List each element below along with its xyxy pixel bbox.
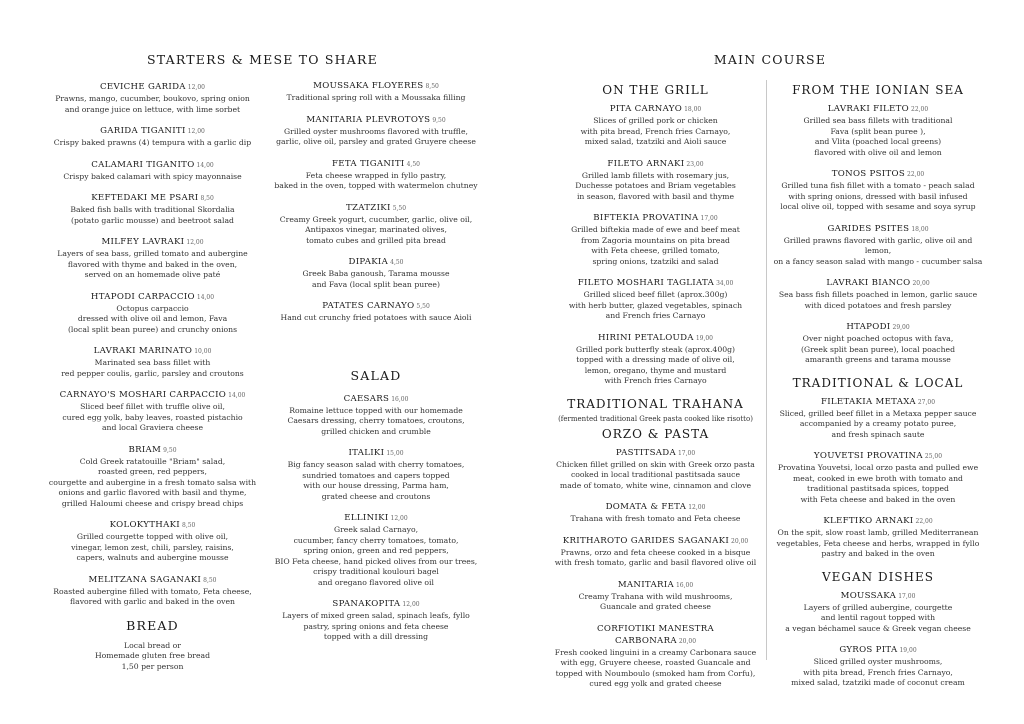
menu-item	[553, 212, 758, 267]
main-course-heading: MAIN COURSE	[713, 52, 827, 67]
item-description: Trahana with fresh tomato and Feta cheese	[570, 514, 741, 523]
menu-item	[772, 321, 984, 366]
item-name-text: MOUSSAKA	[840, 590, 897, 601]
item-name-text: MANITARIA PLEVROTOYS	[306, 114, 431, 125]
item-price: 4,50	[390, 259, 404, 266]
menu-item	[40, 574, 265, 608]
item-description: Cold Greek ratatouille "Briam" salad, roasted green, red peppers, courgette and aubergine in a fresh tomato salsa with onions and garlic flavored with basil and thyme, grilled Haloumi cheese and crispy bread chips	[48, 456, 257, 508]
item-name	[40, 236, 265, 249]
item-name	[553, 158, 758, 171]
item-price: 12,00	[390, 515, 408, 522]
item-price: 16,00	[675, 581, 694, 589]
item-name	[772, 450, 984, 463]
item-name-text: SPANAKOPITA	[332, 599, 401, 609]
item-description: Feta cheese wrapped in fyllo pastry, baked in the oven, topped with watermelon chutney	[274, 170, 478, 190]
item-name	[772, 515, 984, 528]
item-price: 12,00	[688, 504, 706, 511]
item-name-text: KOLOKYTHAKI	[109, 520, 181, 530]
menu-item	[772, 223, 984, 268]
main-column-1	[553, 83, 758, 700]
item-description: Roasted aubergine filled with tomato, Feta cheese, flavored with garlic and baked in the oven	[53, 586, 252, 606]
item-name-text: LAVRAKI MARINATO	[93, 346, 193, 356]
item-description: Grilled sliced beef fillet (aprox.300g) with herb butter, glazed vegetables, spinach and French fries Carnayo	[568, 290, 743, 320]
menu-item	[260, 447, 492, 502]
item-name	[40, 291, 265, 304]
item-name	[553, 623, 758, 648]
item-price: 22,00	[907, 171, 925, 178]
item-description: Layers of sea bass, grilled tomato and aubergine flavored with thyme and baked in the oven, served on an homemade olive paté	[57, 249, 248, 279]
item-description: Grilled sea bass fillets with traditional Fava (split bean puree ), and Vlita (poached local greens) flavored with olive oil and lemon	[803, 116, 953, 157]
item-price: 12,00	[187, 128, 205, 135]
menu-item	[40, 291, 265, 336]
grill-list	[553, 103, 758, 387]
item-description: Grilled prawns flavored with garlic, olive oil and lemon, on a fancy season salad with mango - cucumber salsa	[773, 235, 983, 266]
item-name-text: FILETO MOSHARI TAGLIATA	[577, 278, 715, 288]
item-price: 5,50	[416, 303, 430, 310]
item-description: Big fancy season salad with cherry tomatoes, sundried tomatoes and capers topped with our house dressing, Parma ham, grated cheese and croutons	[287, 460, 465, 501]
starters-list-a	[40, 81, 265, 608]
item-name	[772, 277, 984, 290]
ionian-list	[772, 103, 984, 366]
item-description: Hand cut crunchy fried potatoes with sauce Aioli	[280, 313, 472, 322]
menu-item	[553, 579, 758, 613]
item-price: 20,00	[912, 280, 930, 287]
menu-item	[40, 236, 265, 281]
item-name	[260, 393, 492, 406]
item-name	[553, 277, 758, 290]
orzo-list	[553, 447, 758, 690]
item-name	[772, 644, 984, 657]
ionian-heading: FROM THE IONIAN SEA	[792, 83, 964, 97]
menu-item	[553, 447, 758, 492]
item-description: Traditional spring roll with a Moussaka filling	[286, 93, 466, 102]
item-description: Grilled tuna fish fillet with a tomato - peach salad with spring onions, dressed with basil infused local olive oil, topped with sesame and soya syrup	[780, 181, 976, 211]
item-name-text: ITALIKI	[348, 448, 385, 458]
item-name	[40, 192, 265, 205]
item-description: Local bread or Homemade gluten free bread 1,50 per person	[94, 640, 211, 671]
item-name-text: PATATES CARNAYO	[322, 301, 415, 311]
item-name-text: GYROS PITA	[839, 645, 898, 655]
item-name	[553, 212, 758, 225]
item-name-text: CORFIOTIKI MANESTRA CARBONARA	[597, 623, 714, 646]
item-price: 9,50	[163, 446, 177, 454]
menu-item	[260, 114, 492, 148]
item-name	[553, 103, 758, 116]
item-name-text: ELLINIKI	[344, 513, 389, 523]
item-description: Romaine lettuce topped with our homemade Caesars dressing, cherry tomatoes, croutons, grilled chicken and crumble	[287, 405, 465, 436]
item-price: 14,00	[228, 392, 246, 399]
item-description: Creamy Greek yogurt, cucumber, garlic, olive oil, Antipaxos vinegar, marinated olives, tomato cubes and grilled pita bread	[279, 214, 473, 245]
item-name-text: TZATZIKI	[345, 202, 391, 213]
menu-item	[772, 450, 984, 505]
orzo-heading: ORZO & PASTA	[601, 426, 710, 441]
starters-column-2	[260, 80, 492, 653]
item-name	[260, 447, 492, 460]
menu-item	[40, 159, 265, 183]
menu-item	[40, 444, 265, 510]
trahana-heading: TRADITIONAL TRAHANA	[567, 396, 744, 411]
menu-item	[260, 598, 492, 643]
item-name-text: FILETAKIA METAXA	[820, 396, 916, 407]
item-name-text: LAVRAKI BIANCO	[826, 278, 911, 288]
item-price: 22,00	[911, 106, 929, 113]
item-description: Octopus carpaccio dressed with olive oil and lemon, Fava (local split bean puree) and crunchy onions	[67, 303, 238, 334]
menu-item	[260, 512, 492, 588]
item-name	[260, 202, 492, 215]
menu-item	[553, 277, 758, 322]
item-description: Baked fish balls with traditional Skordalia (potato garlic mousse) and beetroot salad	[70, 205, 235, 225]
menu-item	[260, 393, 492, 438]
salad-list	[260, 393, 492, 643]
item-name	[260, 114, 492, 127]
trahana-note: (fermented traditional Greek pasta cooked like risotto)	[558, 414, 753, 423]
item-name	[260, 158, 492, 171]
menu-item	[772, 168, 984, 213]
item-price: 9,50	[432, 116, 446, 124]
menu-item	[260, 158, 492, 192]
item-price: 14,00	[196, 161, 214, 169]
item-name	[772, 103, 984, 116]
item-description: Grilled pork butterfly steak (aprox.400g) topped with a dressing made of olive oil, lemon, oregano, thyme and mustard with French fries Carnayo	[575, 344, 736, 385]
item-description: Crispy baked prawns (4) tempura with a garlic dip	[53, 138, 252, 147]
item-description: Prawns, mango, cucumber, boukovo, spring onion and orange juice on lettuce, with lime sorbet	[55, 94, 250, 114]
menu-item	[553, 501, 758, 525]
item-name	[40, 159, 265, 172]
item-price: 8,50	[203, 576, 217, 584]
menu-item	[772, 103, 984, 158]
item-name-text: LAVRAKI FILETO	[827, 104, 910, 114]
item-description: Crispy baked calamari with spicy mayonnaise	[63, 171, 242, 181]
item-description: Chicken fillet grilled on skin with Greek orzo pasta cooked in local traditional pastitsada sauce made of tomato, white wine, cinnamon and clove	[556, 459, 755, 490]
main-column-2	[772, 83, 984, 699]
item-name-text: CALAMARI TIGANITO	[91, 159, 195, 170]
vegan-heading: VEGAN DISHES	[821, 569, 935, 584]
item-price: 20,00	[678, 637, 697, 645]
item-description: Creamy Trahana with wild mushrooms, Guancale and grated cheese	[578, 591, 733, 611]
item-price: 23,00	[686, 160, 704, 168]
grill-heading: ON THE GRILL	[602, 83, 709, 97]
item-description: Over night poached octopus with fava, (Greek split bean puree), local poached amaranth greens and tarama mousse	[800, 334, 956, 364]
item-description: Slices of grilled pork or chicken with pita bread, French fries Carnayo, mixed salad, tzatziki and Aioli sauce	[580, 116, 731, 146]
menu-item	[40, 519, 265, 564]
item-name-text: TONOS PSITOS	[831, 169, 906, 179]
starters-heading: STARTERS & MESE TO SHARE	[147, 52, 378, 67]
menu-item	[260, 300, 492, 324]
item-description: Prawns, orzo and feta cheese cooked in a bisque with fresh tomato, garlic and basil flavored olive oil	[554, 547, 757, 567]
item-name	[553, 579, 758, 592]
item-description: Sliced, grilled beef fillet in a Metaxa pepper sauce accompanied by a creamy potato puree, and fresh spinach saute	[779, 408, 977, 439]
menu-item	[553, 332, 758, 387]
menu-item	[772, 644, 984, 689]
item-description: Sea bass fish fillets poached in lemon, garlic sauce with diced potatoes and fresh parsley	[778, 290, 978, 310]
item-name-text: DOMATA & FETA	[605, 502, 687, 512]
menu-item	[40, 81, 265, 115]
item-name-text: FILETO ARNAKI	[607, 158, 685, 169]
item-description: Sliced beef fillet with truffle olive oil, cured egg yolk, baby leaves, roasted pistachio and local Graviera cheese	[62, 402, 243, 432]
menu-item	[40, 125, 265, 149]
starters-list-b	[260, 80, 492, 324]
menu-item	[553, 158, 758, 203]
item-name	[772, 396, 984, 409]
item-description: Grilled oyster mushrooms flavored with truffle, garlic, olive oil, parsley and grated Gruyere cheese	[276, 126, 476, 146]
item-price: 12,00	[187, 84, 205, 91]
menu-item	[260, 80, 492, 104]
item-name	[553, 501, 758, 514]
item-name-text: KEFTEDAKI ME PSARI	[91, 193, 199, 203]
item-name-text: HTAPODI CARPACCIO	[90, 291, 195, 302]
item-name	[40, 81, 265, 94]
item-description: Marinated sea bass fillet with red pepper coulis, garlic, parsley and croutons	[61, 358, 244, 378]
item-name-text: DIPAKIA	[348, 257, 389, 267]
item-price: 17,00	[700, 215, 718, 222]
item-description: Greek salad Carnayo, cucumber, fancy cherry tomatoes, tomato, spring onion, green and red peppers, BIO Feta cheese, hand picked olives from our trees, crispy traditional koulouri bagel and oregano flavored olive oil	[274, 525, 478, 587]
traditional-heading: TRADITIONAL & LOCAL	[792, 375, 964, 390]
item-description: Sliced grilled oyster mushrooms, with pita bread, French fries Carnayo, mixed salad, tzatziki made of coconut cream	[791, 657, 965, 687]
item-price: 34,00	[716, 280, 734, 287]
item-name-text: CARNAYO'S MOSHARI CARPACCIO	[59, 390, 227, 400]
item-price: 17,00	[898, 592, 916, 600]
item-name-text: MANITARIA	[617, 579, 674, 590]
item-description: Grilled biftekia made of ewe and beef meat from Zagoria mountains on pita bread with Feta cheese, grilled tomato, spring onions, tzatziki and salad	[571, 225, 740, 266]
item-name-text: PASTITSADA	[615, 447, 676, 458]
item-name	[772, 168, 984, 181]
item-name-text: GARIDES PSITES	[827, 223, 910, 234]
item-name-text: MILFEY LAVRAKI	[101, 237, 185, 247]
item-price: 12,00	[186, 239, 204, 246]
menu-item	[260, 256, 492, 290]
item-name	[553, 447, 758, 460]
item-price: 4,50	[406, 160, 420, 168]
item-name-text: HTAPODI	[846, 322, 891, 332]
item-price: 10,00	[194, 348, 212, 355]
item-name-text: KLEFTIKO ARNAKI	[823, 516, 914, 526]
item-name	[40, 389, 265, 402]
item-price: 22,00	[915, 518, 933, 525]
item-description: Fresh cooked linguini in a creamy Carbonara sauce with egg, Gruyere cheese, roasted Guancale and topped with Noumboulo (smoked ham from Corfu), cured egg yolk and grated cheese	[554, 647, 757, 688]
item-name	[40, 125, 265, 138]
menu-item	[772, 515, 984, 560]
item-name	[40, 574, 265, 587]
item-name-text: MELITZANA SAGANAKI	[88, 574, 202, 585]
bread-heading: BREAD	[126, 617, 179, 633]
menu-item	[553, 103, 758, 148]
item-name	[553, 332, 758, 345]
item-name-text: PITA CARNAYO	[609, 104, 683, 114]
menu-item	[40, 192, 265, 226]
item-price: 19,00	[695, 334, 713, 342]
menu-item	[553, 535, 758, 569]
item-price: 17,00	[677, 449, 696, 457]
item-name-text: GARIDA TIGANITI	[100, 126, 186, 136]
item-name	[260, 598, 492, 611]
item-price: 18,00	[684, 106, 702, 113]
item-description: Greek Baba ganoush, Tarama mousse and Fava (local split bean puree)	[302, 269, 450, 289]
item-name	[40, 519, 265, 532]
item-price: 8,50	[182, 522, 196, 529]
item-description: Layers of grilled aubergine, courgette and lentil ragout topped with a vegan béchamel sauce & Greek vegan cheese	[785, 602, 971, 633]
item-description: Provatina Youvetsi, local orzo pasta and pulled ewe meat, cooked in ewe broth with tomato and traditional pastitsada spices, topped with Feta cheese and baked in the oven	[777, 463, 979, 504]
vegan-list	[772, 590, 984, 689]
item-price: 12,00	[402, 601, 420, 608]
menu-item	[772, 396, 984, 441]
item-price: 20,00	[731, 537, 749, 545]
item-description: On the spit, slow roast lamb, grilled Mediterranean vegetables, Feta cheese and herbs, wrapped in fyllo pastry and baked in the oven	[776, 528, 980, 558]
menu-item	[553, 623, 758, 690]
item-name	[260, 300, 492, 313]
menu-item	[40, 389, 265, 434]
item-name-text: CEVICHE GARIDA	[100, 82, 186, 92]
item-name-text: HIRINI PETALOUDA	[597, 332, 694, 343]
item-name	[260, 80, 492, 93]
item-price: 16,00	[391, 395, 409, 403]
item-name-text: MOUSSAKA FLOYERES	[313, 81, 424, 91]
menu-item	[40, 345, 265, 379]
item-name	[772, 590, 984, 603]
item-name	[40, 345, 265, 358]
item-name	[553, 535, 758, 548]
item-name	[260, 512, 492, 525]
item-name	[260, 256, 492, 269]
item-price: 15,00	[386, 450, 404, 457]
item-description: Layers of mixed green salad, spinach leafs, fyllo pastry, spring onions and feta cheese topped with a dill dressing	[282, 611, 470, 641]
traditional-list	[772, 396, 984, 560]
menu-item	[772, 590, 984, 635]
item-name-text: BRIAM	[128, 444, 162, 455]
item-name	[40, 444, 265, 457]
item-name-text: CAESARS	[343, 393, 390, 404]
menu-item	[40, 641, 265, 673]
item-price: 5,50	[392, 204, 407, 212]
item-price: 27,00	[917, 398, 936, 406]
column-divider	[766, 80, 767, 660]
item-name-text: FETA TIGANITI	[332, 158, 405, 169]
item-price: 29,00	[892, 324, 910, 331]
item-price: 25,00	[924, 453, 943, 460]
item-price: 19,00	[899, 647, 917, 654]
bread-list	[40, 641, 265, 673]
salad-heading: SALAD	[350, 367, 402, 383]
item-name	[772, 321, 984, 334]
menu-item	[772, 277, 984, 311]
item-price: 18,00	[911, 225, 929, 233]
item-name-text: YOUVETSI PROVATINA	[813, 451, 923, 461]
item-description: Grilled courgette topped with olive oil, vinegar, lemon zest, chili, parsley, raisins, capers, walnuts and aubergine mousse	[71, 532, 234, 562]
item-name-text: BIFTEKIA PROVATINA	[593, 213, 699, 223]
item-name-text: KRITHAROTO GARIDES SAGANAKI	[562, 535, 730, 546]
item-name	[772, 223, 984, 236]
item-price: 8,50	[425, 83, 439, 90]
item-price: 14,00	[196, 293, 215, 301]
item-price: 8,50	[200, 195, 214, 202]
item-description: Grilled lamb fillets with rosemary jus, Duchesse potatoes and Briam vegetables in season, flavored with basil and thyme	[575, 170, 736, 201]
menu-item	[260, 202, 492, 247]
